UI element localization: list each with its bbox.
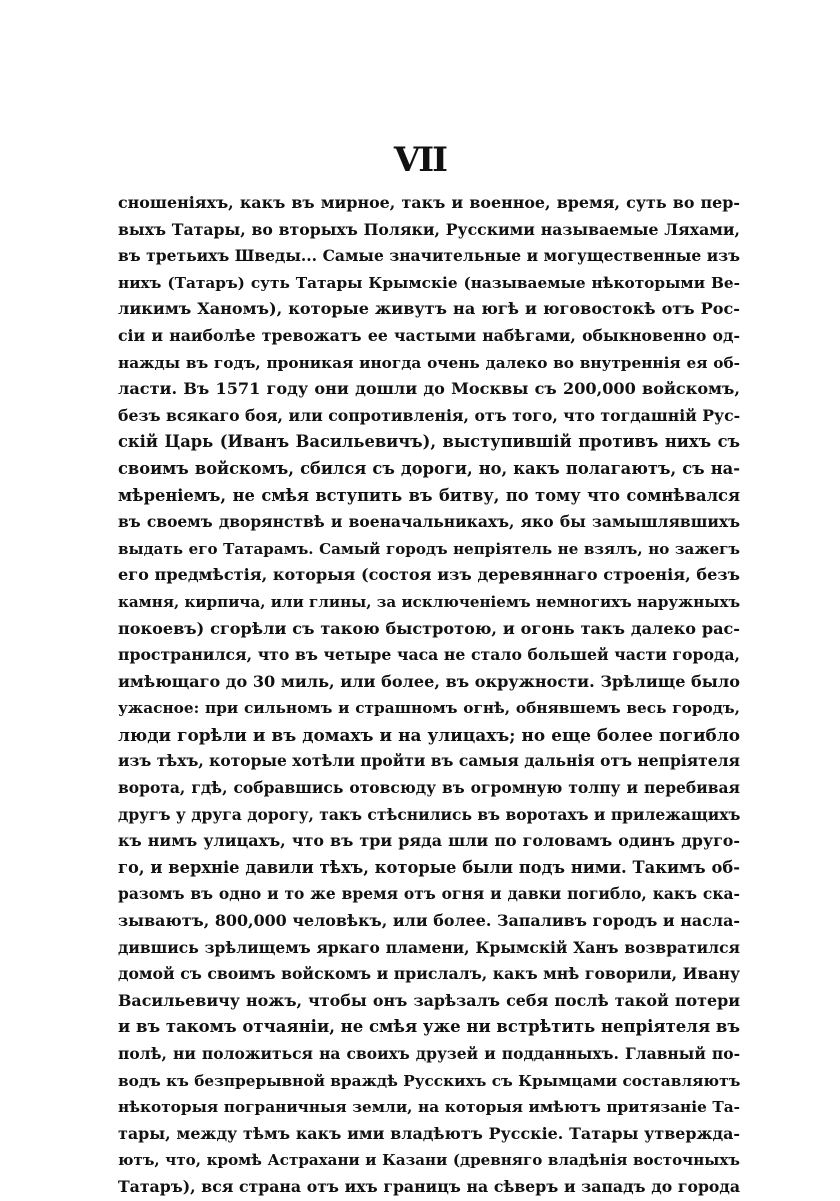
text-line: Татаръ), вся страна отъ ихъ границъ на сѣверъ и западъ до города — [118, 1176, 740, 1196]
text-line: го, и верхніе давили тѣхъ, которые были подъ ними. Такимъ об- — [118, 857, 740, 877]
text-line: нажды въ годъ, проникая иногда очень далеко во внутреннія ея об- — [118, 353, 740, 372]
text-line: въ третьихъ Шведы... Самые значительные и могущественные изъ — [118, 246, 740, 266]
text-line: выдать его Татарамъ. Самый городъ непріятель не взялъ, но зажегъ — [118, 539, 740, 558]
text-line: имѣющаго до 30 миль, или более, въ окружности. Зрѣлище было — [118, 671, 740, 691]
page-number: VII — [393, 140, 447, 180]
text-line: къ нимъ улицахъ, что въ три ряда шли по головамъ одинъ друго- — [118, 831, 740, 851]
text-line: въ своемъ дворянствѣ и военачальникахъ, яко бы замышлявшихъ — [118, 512, 740, 532]
text-line: мѣреніемъ, не смѣя вступить въ битву, по тому что сомнѣвался — [118, 485, 740, 505]
text-line: и въ такомъ отчаяніи, не смѣя уже ни встрѣтить непріятеля въ — [118, 1017, 740, 1037]
text-line: его предмѣстія, которыя (состоя изъ деревяннаго строенія, безъ — [118, 565, 740, 585]
text-line: ютъ, что, кромѣ Астрахани и Казани (древняго владѣнія восточныхъ — [118, 1151, 740, 1170]
text-line: Васильевичу ножъ, чтобы онъ зарѣзалъ себя послѣ такой потери — [118, 990, 740, 1010]
text-line: полѣ, ни положиться на своихъ друзей и подданныхъ. Главный по- — [118, 1044, 740, 1063]
text-line: водъ къ безпрерывной враждѣ Русскихъ съ Крымцами составляютъ — [118, 1071, 740, 1090]
text-line: выхъ Татары, во вторыхъ Поляки, Русскими называемые Ляхами, — [118, 219, 740, 239]
text-line: нихъ (Татаръ) суть Татары Крымскіе (называемые нѣкоторыми Ве- — [118, 273, 740, 292]
text-line: ликимъ Ханомъ), которые живутъ на югѣ и юговостокѣ отъ Рос- — [118, 299, 740, 319]
text-line: ворота, гдѣ, собравшись отовсюду въ огромную толпу и перебивая — [118, 778, 740, 798]
text-line: ласти. Въ 1571 году они дошли до Москвы съ 200,000 войскомъ, — [118, 379, 740, 399]
text-line: пространился, что въ четыре часа не стало большей части города, — [118, 645, 740, 665]
text-line: своимъ войскомъ, сбился съ дороги, но, какъ полагаютъ, съ на- — [118, 458, 740, 478]
text-line: сношеніяхъ, какъ въ мирное, такъ и военное, время, суть во пер- — [118, 193, 740, 212]
body-text — [118, 190, 740, 1201]
text-line: люди горѣли и въ домахъ и на улицахъ; но еще более погибло — [118, 724, 740, 745]
text-line: домой съ своимъ войскомъ и прислалъ, какъ мнѣ говорили, Ивану — [118, 964, 740, 984]
text-line: скій Царь (Иванъ Васильевичъ), выступившій противъ нихъ съ — [118, 432, 740, 452]
text-line: покоевъ) сгорѣли съ такою быстротою, и огонь такъ далеко рас- — [118, 618, 740, 638]
text-line: зываютъ, 800,000 человѣкъ, или более. Запаливъ городъ и насла- — [118, 911, 740, 931]
text-line: безъ всякаго боя, или сопротивленія, отъ того, что тогдашній Рус- — [118, 405, 740, 425]
text-line: дившись зрѣлищемъ яркаго пламени, Крымскій Ханъ возвратился — [118, 937, 740, 957]
text-line: сіи и наиболѣе тревожатъ ее частыми набѣгами, обыкновенно од- — [118, 325, 740, 345]
text-line: разомъ въ одно и то же время отъ огня и давки погибло, какъ ска- — [118, 884, 740, 904]
text-line: ужасное: при сильномъ и страшномъ огнѣ, обнявшемъ весь городъ, — [118, 699, 740, 718]
text-line: камня, кирпича, или глины, за исключеніемъ немногихъ наружныхъ — [118, 592, 740, 611]
text-line: нѣкоторыя пограничныя земли, на которыя имѣютъ притязаніе Та- — [118, 1098, 740, 1117]
text-line: другъ у друга дорогу, такъ стѣснились въ воротахъ и прилежащихъ — [118, 804, 740, 824]
text-line: изъ тѣхъ, которые хотѣли пройти въ самыя дальнія отъ непріятеля — [118, 751, 740, 771]
text-line: тары, между тѣмъ какъ ими владѣютъ Русскіе. Татары утвержда- — [118, 1123, 740, 1143]
